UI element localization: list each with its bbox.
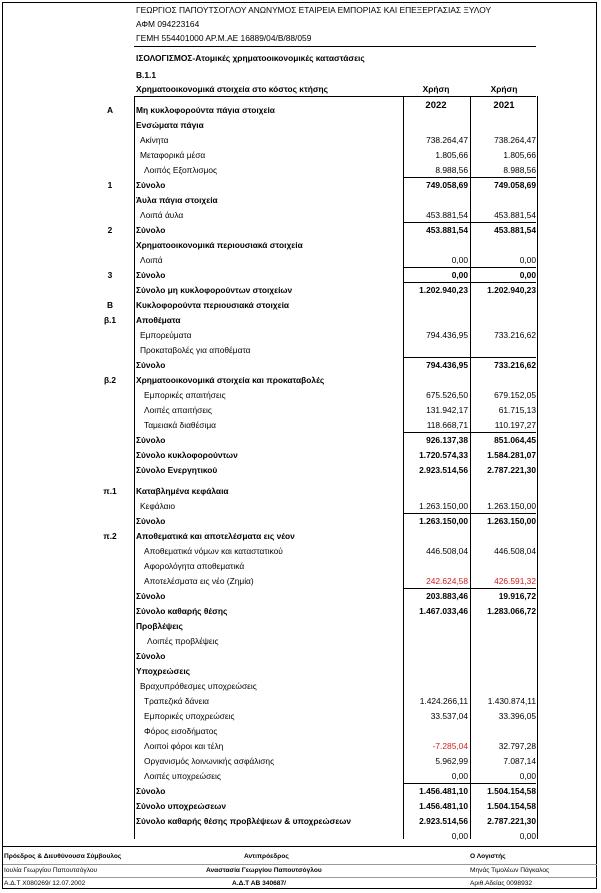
row-label: Σύνολο	[136, 360, 166, 370]
row-label: Εμπορικές υποχρεώσεις	[144, 711, 235, 721]
row-label: Σύνολο	[136, 435, 166, 445]
value-prior-year	[472, 343, 536, 358]
column-header-rule	[134, 96, 536, 97]
row-label: Κυκλοφορούντα περιουσιακά στοιχεία	[136, 300, 290, 310]
table-row	[0, 604, 601, 619]
value-current-year: 131.942,17	[426, 405, 468, 415]
row-label: Σύνολο καθαρής θέσης προβλέψεων & υποχρεώσεων	[136, 816, 352, 826]
value-prior-year: 0,00	[519, 831, 536, 841]
value-prior-year	[472, 664, 536, 679]
row-label: Προκαταβολές για αποθέματα	[140, 345, 251, 355]
value-prior-year: 738.264,47	[494, 135, 536, 145]
row-label: Σύνολο	[136, 591, 166, 601]
row-code	[96, 679, 124, 694]
value-current-year: 1.202.940,23	[419, 285, 468, 295]
table-row	[0, 298, 601, 313]
subtotal-rule	[404, 222, 536, 223]
value-prior-year: 426.591,32	[494, 576, 536, 586]
table-row	[0, 193, 601, 208]
value-prior-year	[472, 529, 536, 544]
value-current-year: 118.668,71	[426, 420, 468, 430]
row-code	[96, 709, 124, 724]
value-current-year	[404, 484, 468, 499]
signatory-left-name: Ιουλία Γεωργίου Παπουτσόγλου	[4, 867, 98, 874]
row-label: Υποχρεώσεις	[136, 666, 191, 676]
signatory-right-title: Ο Λογιστής	[470, 853, 506, 860]
row-code	[96, 238, 124, 253]
value-prior-year: 1.263.150,00	[487, 516, 536, 526]
footer-rule-top	[3, 846, 597, 847]
value-prior-year: 1.504.154,58	[487, 801, 536, 811]
value-current-year: 453.881,54	[426, 210, 468, 220]
signatory-middle-id: Α.Δ.Τ ΑΒ 340687/	[232, 880, 286, 887]
row-label: Σύνολο	[136, 225, 166, 235]
value-prior-year	[472, 559, 536, 574]
row-label: Σύνολο μη κυκλοφορούντων στοιχείων	[136, 285, 293, 295]
row-code	[96, 694, 124, 709]
row-code	[96, 814, 124, 829]
row-code	[96, 403, 124, 418]
value-current-year: 1.456.481,10	[419, 786, 468, 796]
table-row	[0, 484, 601, 499]
row-label: Προβλέψεις	[136, 621, 183, 631]
value-prior-year	[472, 724, 536, 739]
value-prior-year	[472, 313, 536, 328]
row-label: Αποθεματικά νόμων και καταστατικού	[144, 546, 283, 556]
table-row	[0, 433, 601, 448]
table-row	[0, 649, 601, 664]
table-row	[0, 103, 601, 118]
row-code: Α	[106, 105, 114, 115]
value-prior-year: 110.197,27	[494, 420, 536, 430]
row-code	[96, 133, 124, 148]
value-prior-year: 7.087,14	[503, 756, 536, 766]
value-prior-year	[472, 634, 536, 649]
row-code: β.1	[103, 315, 117, 325]
value-prior-year: 1.504.154,58	[487, 786, 536, 796]
row-code	[96, 253, 124, 268]
row-label: Σύνολο υποχρεώσεων	[136, 801, 227, 811]
section-number: Β.1.1	[136, 70, 157, 80]
value-prior-year: 749.058,69	[494, 180, 536, 190]
row-label: Εμπορεύματα	[140, 330, 192, 340]
subtotal-rule	[404, 282, 536, 283]
row-code	[96, 499, 124, 514]
table-row	[0, 448, 601, 463]
value-current-year	[404, 343, 468, 358]
row-code	[96, 448, 124, 463]
value-current-year: 794.436,95	[426, 360, 468, 370]
table-row	[0, 664, 601, 679]
value-current-year: 203.883,46	[426, 591, 468, 601]
row-label: Λοιπές απαιτήσεις	[144, 405, 212, 415]
subtotal-rule	[404, 267, 536, 268]
table-row	[0, 574, 601, 589]
value-prior-year: 19.916,72	[498, 591, 536, 601]
value-prior-year	[472, 649, 536, 664]
value-prior-year: 1.430.874,11	[487, 696, 536, 706]
value-current-year: 8.988,56	[435, 165, 468, 175]
row-label: Σύνολο	[136, 786, 166, 796]
row-label: Αφορολόγητα αποθεματικά	[144, 561, 245, 571]
value-prior-year: 679.152,05	[494, 390, 536, 400]
column-header-prior-year: 2021	[493, 100, 515, 111]
registry-number: ΓΕΜΗ 554401000 ΑΡ.Μ.ΑΕ 16889/04/Β/88/059	[136, 33, 312, 43]
table-row	[0, 328, 601, 343]
row-code	[96, 163, 124, 178]
row-label: Εμπορικές απαιτήσεις	[144, 390, 226, 400]
signatory-left-title: Πρόεδρος & Διευθύνουσα Σύμβουλος	[4, 853, 122, 860]
row-code	[96, 544, 124, 559]
row-code	[96, 358, 124, 373]
table-row	[0, 739, 601, 754]
row-code	[96, 433, 124, 448]
footer-rule-bottom	[3, 877, 597, 878]
value-prior-year: 851.064,45	[494, 435, 536, 445]
row-code: Β	[106, 300, 114, 310]
value-current-year: 1.424.266,11	[419, 696, 468, 706]
table-row	[0, 499, 601, 514]
value-prior-year: 0,00	[519, 771, 536, 781]
value-current-year: 1.467.033,46	[419, 606, 468, 616]
value-prior-year	[472, 619, 536, 634]
table-row	[0, 709, 601, 724]
value-prior-year: 61.715,13	[498, 405, 536, 415]
row-label: Κεφάλαιο	[140, 501, 176, 511]
value-current-year: 242.624,58	[426, 576, 468, 586]
subtotal-rule	[404, 177, 536, 178]
value-current-year: 794.436,95	[426, 330, 468, 340]
table-row	[0, 724, 601, 739]
row-code: 1	[107, 180, 113, 190]
table-row	[0, 118, 601, 133]
row-code	[96, 328, 124, 343]
row-label: Σύνολο	[136, 651, 166, 661]
subtotal-rule	[404, 357, 536, 358]
value-current-year	[404, 373, 468, 388]
value-prior-year: 1.584.281,07	[487, 450, 536, 460]
table-row	[0, 589, 601, 604]
value-current-year	[404, 664, 468, 679]
row-code	[96, 649, 124, 664]
row-label: Φόρος εισοδήματος	[144, 726, 218, 736]
row-code	[96, 799, 124, 814]
header-rule	[134, 46, 536, 47]
row-label: Καταβλημένα κεφάλαια	[136, 486, 229, 496]
value-current-year: 2.923.514,56	[419, 465, 468, 475]
row-code	[96, 148, 124, 163]
subtotal-rule	[404, 588, 536, 589]
value-current-year: 0,00	[451, 771, 468, 781]
value-prior-year: 1.805,66	[503, 150, 536, 160]
value-prior-year: 1.263.150,00	[487, 501, 536, 511]
table-row	[0, 829, 601, 844]
value-prior-year: 446.508,04	[494, 546, 536, 556]
value-current-year: 0,00	[451, 831, 468, 841]
row-label: Βραχυπρόθεσμες υποχρεώσεις	[140, 681, 257, 691]
row-code	[96, 418, 124, 433]
row-label: Μη κυκλοφορούντα πάγια στοιχεία	[136, 105, 275, 115]
value-prior-year: 1.202.940,23	[487, 285, 536, 295]
footer-rule-mid	[3, 864, 597, 865]
row-label: Χρηματοοικονομικά στοιχεία και προκαταβολές	[136, 375, 325, 385]
row-code: β.2	[103, 375, 117, 385]
value-prior-year	[472, 103, 536, 118]
value-prior-year: 32.797,28	[498, 741, 536, 751]
row-code	[96, 784, 124, 799]
value-current-year	[404, 238, 468, 253]
column-header-current-year: 2022	[425, 100, 447, 111]
table-row	[0, 559, 601, 574]
value-current-year: 1.720.574,33	[419, 450, 468, 460]
value-prior-year	[472, 679, 536, 694]
row-label: Άυλα πάγια στοιχεία	[136, 195, 218, 205]
row-label: Μεταφορικά μέσα	[140, 150, 206, 160]
value-current-year: 1.805,66	[435, 150, 468, 160]
row-code	[96, 754, 124, 769]
row-label: Οργανισμός λοινωνικής ασφάλισης	[144, 756, 275, 766]
table-row	[0, 619, 601, 634]
value-current-year	[404, 118, 468, 133]
value-current-year: 2.923.514,56	[419, 816, 468, 826]
table-row	[0, 223, 601, 238]
value-prior-year	[472, 238, 536, 253]
column-header-current-label: Χρήση	[422, 84, 450, 94]
value-prior-year: 0,00	[519, 270, 536, 280]
value-prior-year	[472, 373, 536, 388]
value-current-year: 1.263.150,00	[419, 501, 468, 511]
value-current-year: 0,00	[451, 270, 468, 280]
table-row	[0, 679, 601, 694]
row-code	[96, 463, 124, 478]
value-current-year	[404, 313, 468, 328]
row-code	[96, 388, 124, 403]
table-row	[0, 634, 601, 649]
row-code	[96, 193, 124, 208]
row-code	[96, 283, 124, 298]
row-label: Χρηματοοικονομικά περιουσιακά στοιχεία	[136, 240, 303, 250]
signatory-right-name: Μηνάς Τιμολέων Πάγκαλος	[470, 867, 550, 874]
table-row	[0, 178, 601, 193]
table-row	[0, 694, 601, 709]
current-year-column-divider	[403, 96, 404, 839]
value-prior-year: 8.988,56	[503, 165, 536, 175]
value-current-year	[404, 103, 468, 118]
value-current-year	[404, 679, 468, 694]
row-label: Σύνολο	[136, 180, 166, 190]
table-row	[0, 343, 601, 358]
row-label: Σύνολο	[136, 516, 166, 526]
table-row	[0, 283, 601, 298]
table-row	[0, 253, 601, 268]
value-current-year	[404, 619, 468, 634]
row-code: π.2	[103, 531, 117, 541]
table-row	[0, 754, 601, 769]
value-current-year: 675.526,50	[426, 390, 468, 400]
right-column-divider	[537, 96, 538, 839]
row-label: Ταμειακά διαθέσιμα	[144, 420, 217, 430]
value-current-year: 1.263.150,00	[419, 516, 468, 526]
value-current-year: 0,00	[451, 255, 468, 265]
table-row	[0, 358, 601, 373]
table-row	[0, 769, 601, 784]
value-prior-year	[472, 484, 536, 499]
table-row	[0, 148, 601, 163]
row-label: Αποθεματικά και αποτελέσματα εις νέον	[136, 531, 295, 541]
row-code: 2	[107, 225, 113, 235]
row-label: Αποθέματα	[136, 315, 181, 325]
row-code	[96, 769, 124, 784]
table-row	[0, 133, 601, 148]
table-row	[0, 529, 601, 544]
value-current-year: 453.881,54	[426, 225, 468, 235]
row-label: Σύνολο Ενεργητικού	[136, 465, 218, 475]
row-label: Σύνολο καθαρής θέσης	[136, 606, 228, 616]
table-row	[0, 514, 601, 529]
tax-id: ΑΦΜ 094223164	[136, 19, 200, 29]
subtotal-rule	[404, 513, 536, 514]
row-code	[96, 664, 124, 679]
value-current-year	[404, 649, 468, 664]
value-prior-year: 1.283.066,72	[487, 606, 536, 616]
table-row	[0, 544, 601, 559]
row-code	[96, 829, 124, 844]
table-row	[0, 313, 601, 328]
row-code: π.1	[103, 486, 117, 496]
row-code	[96, 559, 124, 574]
value-prior-year	[472, 193, 536, 208]
value-prior-year: 2.787.221,30	[487, 465, 536, 475]
row-code	[96, 343, 124, 358]
prior-year-column-divider	[470, 96, 471, 839]
value-current-year: -7.285,04	[432, 741, 468, 751]
value-prior-year: 2.787.221,30	[487, 816, 536, 826]
signatory-right-id: Αριθ.Αδείας 0098932	[470, 880, 533, 887]
table-row	[0, 373, 601, 388]
value-current-year	[404, 634, 468, 649]
signatory-middle-title: Αντιπρόεδρος	[244, 853, 289, 860]
row-label: Λοιποί φόροι και τέλη	[144, 741, 224, 751]
value-current-year	[404, 724, 468, 739]
row-code	[96, 574, 124, 589]
value-current-year: 5.962,99	[435, 756, 468, 766]
row-label: Τραπεζικά δάνεια	[144, 696, 210, 706]
table-row	[0, 268, 601, 283]
value-prior-year	[472, 298, 536, 313]
value-prior-year: 733.216,62	[494, 360, 536, 370]
subtotal-rule	[404, 432, 536, 433]
row-code	[96, 724, 124, 739]
table-row	[0, 463, 601, 478]
table-row	[0, 163, 601, 178]
value-prior-year: 453.881,54	[494, 210, 536, 220]
value-current-year	[404, 529, 468, 544]
value-current-year: 738.264,47	[426, 135, 468, 145]
row-code	[96, 514, 124, 529]
column-header-prior-label: Χρήση	[490, 84, 518, 94]
row-code: 3	[107, 270, 113, 280]
table-row	[0, 784, 601, 799]
row-label: Αποτελέσματα εις νέο (Ζημία)	[144, 576, 254, 586]
value-current-year: 446.508,04	[426, 546, 468, 556]
table-row	[0, 403, 601, 418]
table-row	[0, 418, 601, 433]
signatory-middle-name: Αναστασία Γεωργίου Παπουτσόγλου	[206, 867, 322, 874]
row-label: Λοιπές προβλέψεις	[147, 636, 219, 646]
value-current-year: 749.058,69	[426, 180, 468, 190]
value-current-year	[404, 559, 468, 574]
row-label: Σύνολο	[136, 270, 166, 280]
table-row	[0, 388, 601, 403]
value-prior-year: 33.396,05	[498, 711, 536, 721]
label-column-divider	[134, 96, 135, 839]
row-label: Σύνολο κυκλοφορούντων	[136, 450, 238, 460]
table-row	[0, 799, 601, 814]
table-row	[0, 208, 601, 223]
subtotal-rule	[404, 783, 536, 784]
value-current-year: 33.537,04	[430, 711, 468, 721]
row-code	[96, 589, 124, 604]
value-prior-year	[472, 118, 536, 133]
value-current-year	[404, 193, 468, 208]
row-code	[96, 634, 124, 649]
row-label: Ενσώματα πάγια	[136, 120, 204, 130]
row-label: Λοιπά άυλα	[140, 210, 184, 220]
value-current-year	[404, 298, 468, 313]
row-label: Ακίνητα	[140, 135, 169, 145]
statement-subtitle: Χρηματοοικονομικά στοιχεία στο κόστος κτήσης	[136, 84, 329, 94]
value-current-year: 1.456.481,10	[419, 801, 468, 811]
company-name: ΓΕΩΡΓΙΟΣ ΠΑΠΟΥΤΣΟΓΛΟΥ ΑΝΩΝΥΜΟΣ ΕΤΑΙΡΕΙΑ ΕΜΠΟΡΙΑΣ ΚΑΙ ΕΠΕΞΕΡΓΑΣΙΑΣ ΞΥΛΟΥ	[136, 5, 492, 15]
row-code	[96, 619, 124, 634]
row-label: Λοιπές υποχρεώσεις	[144, 771, 221, 781]
value-prior-year: 733.216,62	[494, 330, 536, 340]
value-current-year: 926.137,38	[426, 435, 468, 445]
statement-title: ΙΣΟΛΟΓΙΣΜΟΣ-Ατομικές χρηματοοικονομικές καταστάσεις	[136, 53, 365, 63]
row-code	[96, 739, 124, 754]
table-row	[0, 814, 601, 829]
value-prior-year: 453.881,54	[494, 225, 536, 235]
row-label: Λοιπός Εξοπλισμος	[144, 165, 218, 175]
value-prior-year: 0,00	[519, 255, 536, 265]
row-code	[96, 208, 124, 223]
row-code	[96, 604, 124, 619]
row-code	[96, 118, 124, 133]
table-row	[0, 238, 601, 253]
signatory-left-id: Α.Δ.Τ Χ080269/ 12.07.2002	[4, 880, 86, 887]
row-label: Λοιπά	[140, 255, 163, 265]
